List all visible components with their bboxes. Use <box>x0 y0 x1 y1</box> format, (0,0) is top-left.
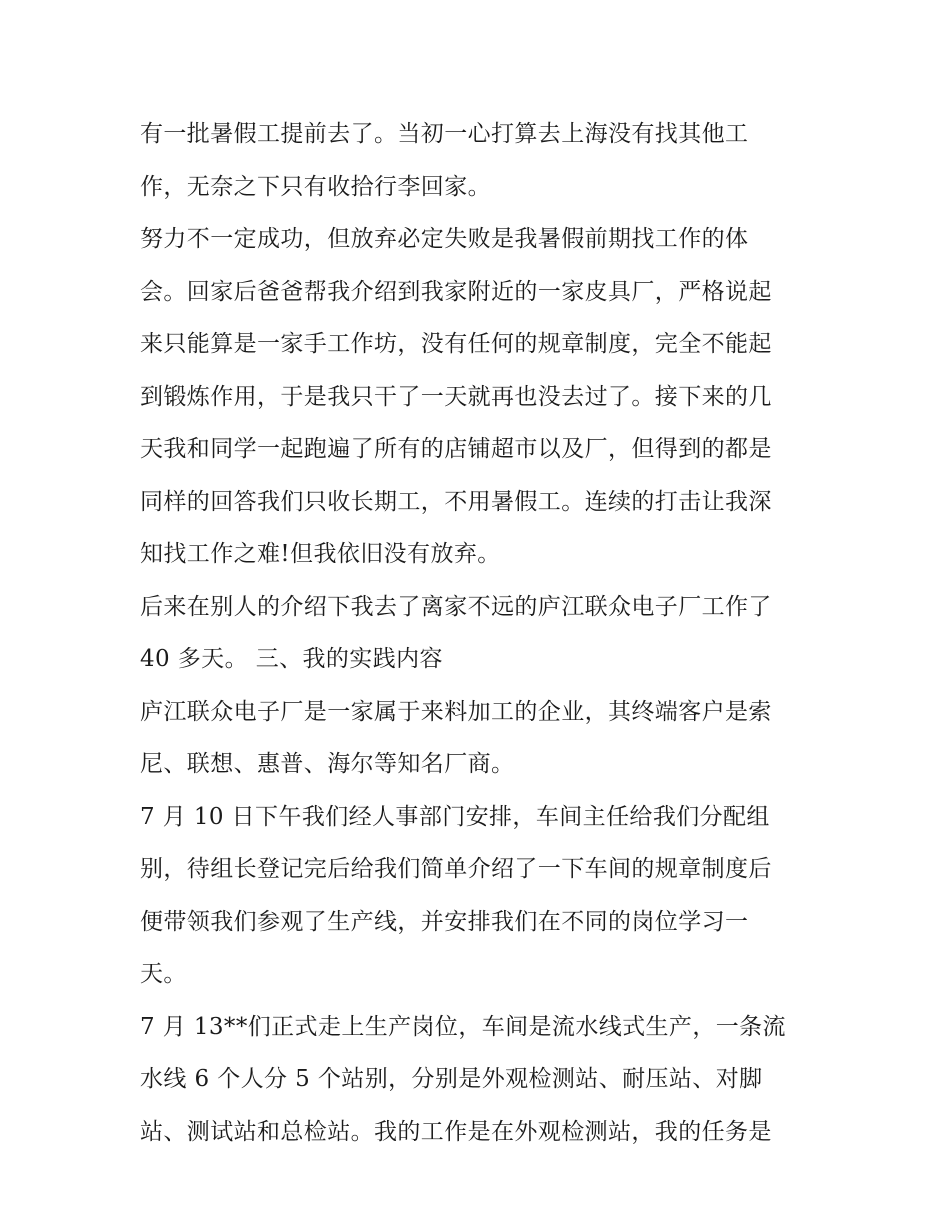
text-line: 站、测试站和总检站。我的工作是在外观检测站，我的任务是 <box>140 1118 772 1145</box>
text-line: 作，无奈之下只有收拾行李回家。 <box>140 173 491 200</box>
text-line: 水线 6 个人分 5 个站别，分别是外观检测站、耐压站、对脚 <box>140 1066 763 1092</box>
text-line: 会。回家后爸爸帮我介绍到我家附近的一家皮具厂，严格说起 <box>140 278 772 305</box>
text-line: 后来在别人的介绍下我去了离家不远的庐江联众电子厂工作了 <box>140 593 772 620</box>
text-line: 天。 <box>140 961 187 987</box>
text-line: 便带领我们参观了生产线，并安排我们在不同的岗位学习一 <box>140 908 749 935</box>
text-line: 到锻炼作用，于是我只干了一天就再也没去过了。接下来的几 <box>140 383 772 410</box>
text-line: 努力不一定成功，但放弃必定失败是我暑假前期找工作的体 <box>140 226 749 252</box>
text-line: 有一批暑假工提前去了。当初一心打算去上海没有找其他工 <box>140 121 749 147</box>
text-line: 同样的回答我们只收长期工，不用暑假工。连续的打击让我深 <box>140 488 772 515</box>
text-line: 尼、联想、惠普、海尔等知名厂商。 <box>140 751 515 777</box>
document-body <box>140 108 820 1158</box>
text-line: 庐江联众电子厂是一家属于来料加工的企业，其终端客户是索 <box>140 698 772 725</box>
text-line: 别，待组长登记完后给我们简单介绍了一下车间的规章制度后 <box>140 856 772 882</box>
text-line: 40 多天。 三、我的实践内容 <box>140 646 443 672</box>
text-line: 7 月 13**们正式走上生产岗位，车间是流水线式生产，一条流 <box>140 1013 786 1040</box>
text-line: 知找工作之难!但我依旧没有放弃。 <box>140 541 501 567</box>
text-line: 天我和同学一起跑遍了所有的店铺超市以及厂，但得到的都是 <box>140 436 772 462</box>
text-line: 来只能算是一家手工作坊，没有任何的规章制度，完全不能起 <box>140 331 772 357</box>
text-line: 7 月 10 日下午我们经人事部门安排，车间主任给我们分配组 <box>140 803 770 830</box>
